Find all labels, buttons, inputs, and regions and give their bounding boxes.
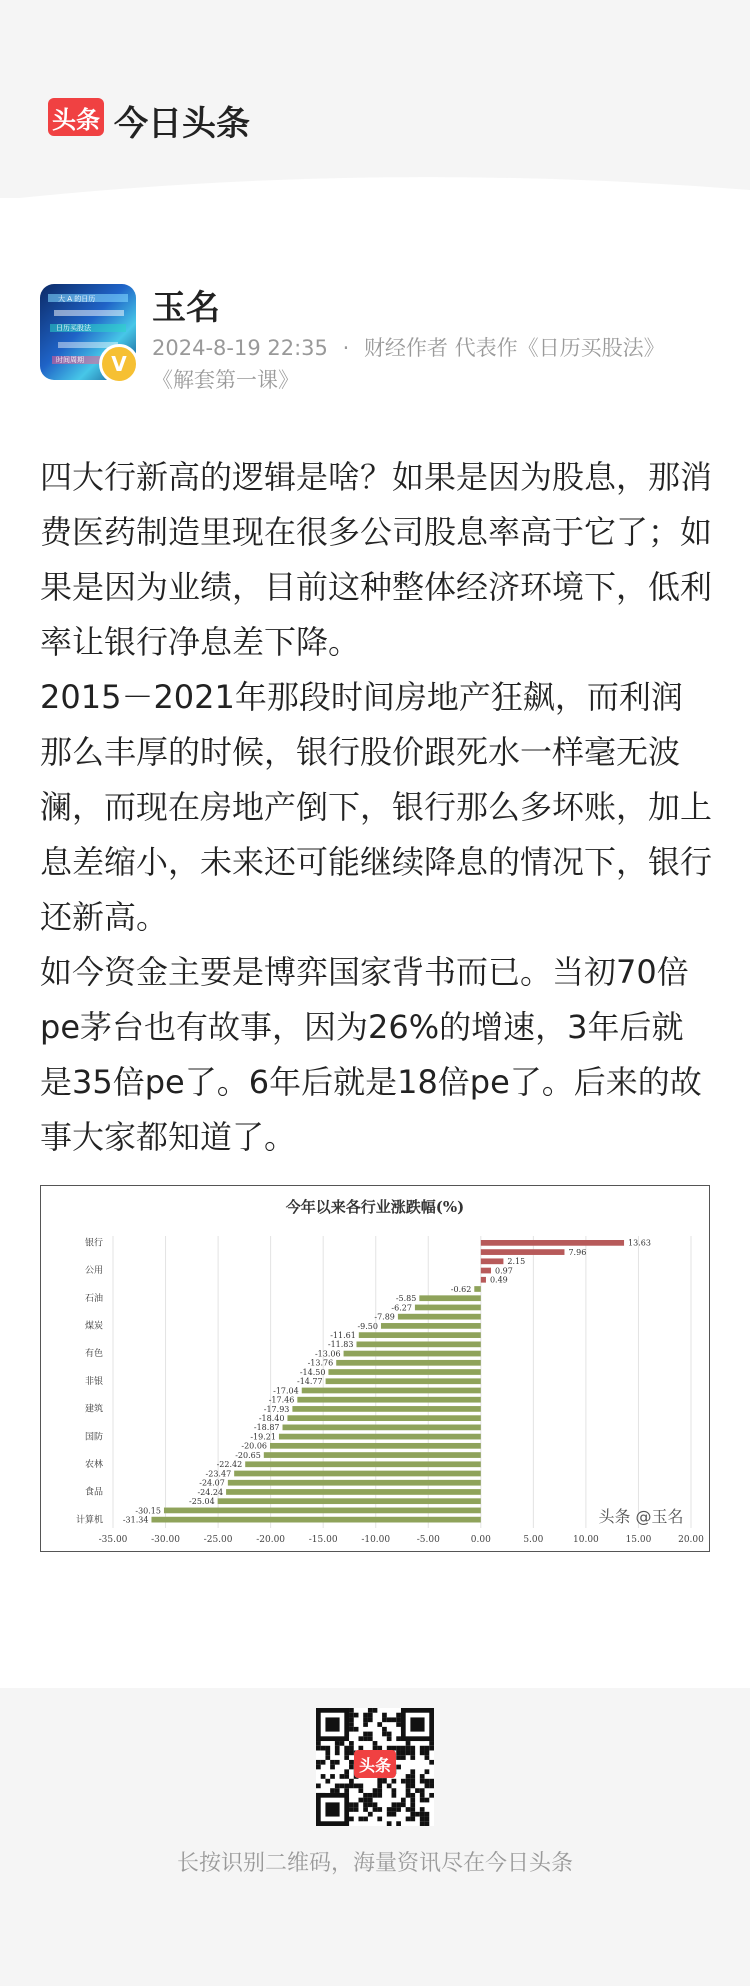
bar <box>419 1295 480 1301</box>
x-tick-label: -5.00 <box>416 1535 440 1545</box>
toutiao-logo: 头条 <box>48 98 104 136</box>
data-label: -24.24 <box>197 1487 224 1497</box>
bar <box>302 1388 481 1394</box>
bar <box>264 1452 481 1458</box>
data-label: -17.46 <box>268 1395 295 1405</box>
category-label: 建筑 <box>84 1404 103 1415</box>
bar <box>356 1341 480 1347</box>
data-label: -18.40 <box>258 1414 285 1424</box>
data-label: -19.21 <box>250 1432 276 1442</box>
x-tick-label: -30.00 <box>151 1535 180 1545</box>
data-label: -0.62 <box>450 1284 472 1294</box>
bar <box>283 1425 481 1431</box>
bar <box>359 1332 481 1338</box>
bar <box>481 1258 504 1264</box>
bar <box>164 1508 481 1514</box>
bar <box>245 1461 481 1467</box>
category-label: 有色 <box>84 1349 103 1360</box>
data-label: 2.15 <box>507 1257 526 1267</box>
data-label: -11.61 <box>330 1330 356 1340</box>
x-tick-label: -35.00 <box>98 1535 128 1545</box>
data-label: -17.93 <box>263 1404 290 1414</box>
bar <box>234 1471 481 1477</box>
data-label: -20.06 <box>241 1441 268 1451</box>
bar <box>344 1351 481 1357</box>
category-label: 计算机 <box>75 1515 103 1526</box>
data-label: -23.47 <box>205 1469 232 1479</box>
avatar-text-1: 大 A 的日历 <box>58 295 96 303</box>
bar <box>481 1240 624 1246</box>
x-tick-label: 0.00 <box>470 1535 491 1545</box>
data-label: 0.49 <box>489 1275 508 1285</box>
data-label: -31.34 <box>122 1515 149 1525</box>
author-role-2: 《解套第一课》 <box>152 368 299 392</box>
article-body <box>40 450 712 1165</box>
author-role: 财经作者 代表作《日历买股法》 <box>363 336 665 360</box>
x-tick-label: -20.00 <box>256 1535 286 1545</box>
data-label: -25.04 <box>189 1497 215 1507</box>
data-label: -5.85 <box>395 1294 417 1304</box>
article-paragraph: 2015－2021年那段时间房地产狂飙，而利润那么丰厚的时候，银行股价跟死水一样毫无波澜，而现在房地产倒下，银行那么多坏账，加上息差缩小，未来还可能继续降息的情况下，银行还新高。 <box>40 678 713 936</box>
x-tick-label: -15.00 <box>308 1535 338 1545</box>
bar <box>336 1360 481 1366</box>
bar <box>228 1480 481 1486</box>
data-label: -13.76 <box>307 1358 334 1368</box>
data-label: -20.65 <box>235 1450 261 1460</box>
category-label: 石油 <box>84 1293 103 1304</box>
category-label: 煤炭 <box>84 1321 103 1332</box>
bar <box>226 1489 481 1495</box>
article-paragraph: 如今资金主要是博弈国家背书而已。当初70倍pe茅台也有故事，因为26%的增速，3年后就是35倍pe了。6年后就是18倍pe了。后来的故事大家都知道了。 <box>40 953 702 1156</box>
data-label: -13.06 <box>314 1349 341 1359</box>
bar <box>218 1498 481 1504</box>
bar <box>297 1397 480 1403</box>
data-label: -18.87 <box>253 1423 280 1433</box>
author-meta <box>152 332 712 396</box>
data-label: -9.50 <box>357 1321 378 1331</box>
data-label: -17.04 <box>273 1386 299 1396</box>
bar <box>481 1268 491 1274</box>
x-tick-label: 10.00 <box>573 1535 599 1545</box>
bar <box>292 1406 480 1412</box>
data-label: -11.83 <box>327 1340 354 1350</box>
verified-badge-icon: V <box>99 344 139 384</box>
bar <box>474 1286 481 1292</box>
data-label: -24.07 <box>199 1478 225 1488</box>
data-label: -14.77 <box>296 1377 323 1387</box>
data-label: 7.96 <box>568 1247 587 1257</box>
bar <box>381 1323 481 1329</box>
avatar-text-3: 时间周期 <box>56 356 84 364</box>
bar <box>481 1249 565 1255</box>
data-label: -7.89 <box>374 1312 395 1322</box>
bar <box>287 1415 480 1421</box>
data-label: 13.63 <box>628 1238 651 1248</box>
bar <box>415 1305 481 1311</box>
article-paragraph: 四大行新高的逻辑是啥？如果是因为股息，那消费医药制造里现在很多公司股息率高于它了；如果是因为业绩，目前这种整体经济环境下，低利率让银行净息差下降。 <box>40 458 713 661</box>
qr-logo-badge: 头条 <box>354 1750 396 1778</box>
app-name: 今日头条 <box>114 104 250 144</box>
x-tick-label: 20.00 <box>678 1535 704 1545</box>
bar <box>151 1517 480 1523</box>
publish-date: 2024-8-19 22:35 <box>152 336 328 360</box>
x-tick-label: -10.00 <box>361 1535 391 1545</box>
x-tick-label: 15.00 <box>625 1535 652 1545</box>
category-label: 国防 <box>84 1432 103 1443</box>
bar <box>279 1434 481 1440</box>
x-tick-label: 5.00 <box>523 1535 544 1545</box>
chart-svg <box>41 1186 709 1551</box>
chart-title: 今年以来各行业涨跌幅(%) <box>285 1198 465 1216</box>
industry-chart[interactable] <box>40 1185 710 1552</box>
bar <box>326 1378 481 1384</box>
bar <box>398 1314 481 1320</box>
card-top-curve <box>0 170 750 230</box>
category-label: 农林 <box>84 1459 103 1470</box>
data-label: 0.97 <box>495 1266 513 1276</box>
chart-watermark: 头条 @玉名 <box>598 1507 684 1526</box>
bar <box>481 1277 486 1283</box>
data-label: -22.42 <box>216 1460 243 1470</box>
category-label: 银行 <box>84 1238 103 1249</box>
author-name[interactable]: 玉名 <box>152 288 220 328</box>
bar <box>328 1369 480 1375</box>
x-tick-label: -25.00 <box>203 1535 233 1545</box>
avatar-text-2: 日历买股法 <box>56 324 91 332</box>
footer-caption: 长按识别二维码，海量资讯尽在今日头条 <box>176 1851 573 1876</box>
category-label: 非银 <box>84 1376 103 1387</box>
bar <box>270 1443 481 1449</box>
data-label: -6.27 <box>391 1303 412 1313</box>
data-label: -14.50 <box>299 1367 326 1377</box>
data-label: -30.15 <box>135 1506 161 1516</box>
category-label: 公用 <box>84 1266 103 1277</box>
category-label: 食品 <box>84 1487 103 1498</box>
meta-separator: · <box>342 336 350 360</box>
